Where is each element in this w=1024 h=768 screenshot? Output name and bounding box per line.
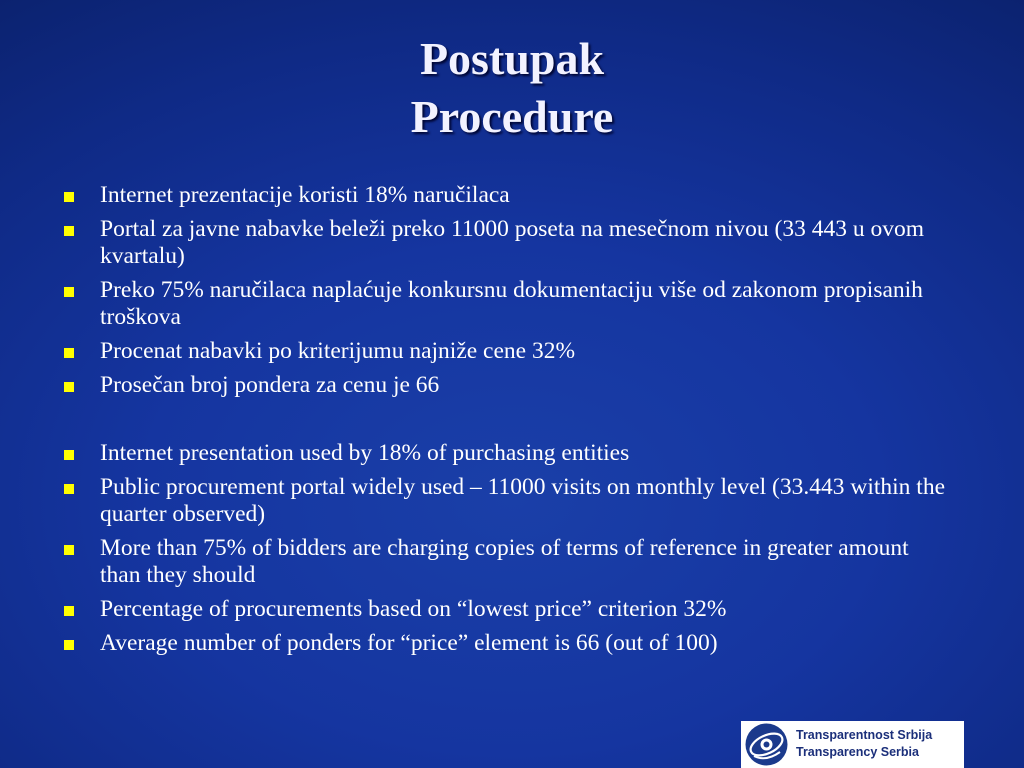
yellow-square-bullet-icon: [64, 640, 74, 650]
yellow-square-bullet-icon: [64, 606, 74, 616]
bullet-text: Preko 75% naručilaca naplaćuje konkursnu dokumentaciju više od zakonom propisanih troškova: [100, 277, 923, 330]
yellow-square-bullet-icon: [64, 450, 74, 460]
section-gap: [60, 406, 950, 440]
yellow-square-bullet-icon: [64, 287, 74, 297]
bullet-item: [60, 630, 950, 657]
bullet-item: [60, 596, 950, 623]
yellow-square-bullet-icon: [64, 484, 74, 494]
bullet-text: Procenat nabavki po kriterijumu najniže cene 32%: [100, 338, 576, 364]
bullet-item: [60, 535, 950, 589]
bullet-text: Internet prezentacije koristi 18% naručilaca: [100, 182, 510, 208]
bullet-text: Prosečan broj pondera za cenu je 66: [100, 372, 440, 398]
bullet-item: [60, 216, 950, 270]
bullet-text: Portal za javne nabavke beleži preko 11000 poseta na mesečnom nivou (33 443 u ovom kvartalu): [100, 216, 925, 269]
bullet-item: [60, 338, 950, 365]
bullet-text: More than 75% of bidders are charging copies of terms of reference in greater amount than they should: [100, 535, 909, 588]
transparency-serbia-emblem-icon: [744, 722, 789, 767]
yellow-square-bullet-icon: [64, 192, 74, 202]
bullet-item: [60, 372, 950, 399]
bullet-item: [60, 277, 950, 331]
logo-text-serbian: Transparentnost Srbija: [796, 728, 933, 742]
transparency-serbia-logo: [741, 721, 964, 768]
bullet-list: [60, 182, 950, 664]
slide-title: [0, 30, 1024, 146]
yellow-square-bullet-icon: [64, 545, 74, 555]
bullet-item: [60, 440, 950, 467]
logo-text-english: Transparency Serbia: [796, 745, 919, 759]
bullet-text: Average number of ponders for “price” element is 66 (out of 100): [100, 630, 718, 656]
title-line-serbian: Postupak: [419, 33, 605, 84]
yellow-square-bullet-icon: [64, 348, 74, 358]
title-line-english: Procedure: [410, 91, 614, 142]
bullet-item: [60, 474, 950, 528]
bullet-text: Percentage of procurements based on “lowest price” criterion 32%: [100, 596, 727, 622]
bullet-text: Public procurement portal widely used – 11000 visits on monthly level (33.443 within the quarter observed): [100, 474, 946, 527]
yellow-square-bullet-icon: [64, 226, 74, 236]
bullet-item: [60, 182, 950, 209]
yellow-square-bullet-icon: [64, 382, 74, 392]
bullet-text: Internet presentation used by 18% of purchasing entities: [100, 440, 630, 466]
